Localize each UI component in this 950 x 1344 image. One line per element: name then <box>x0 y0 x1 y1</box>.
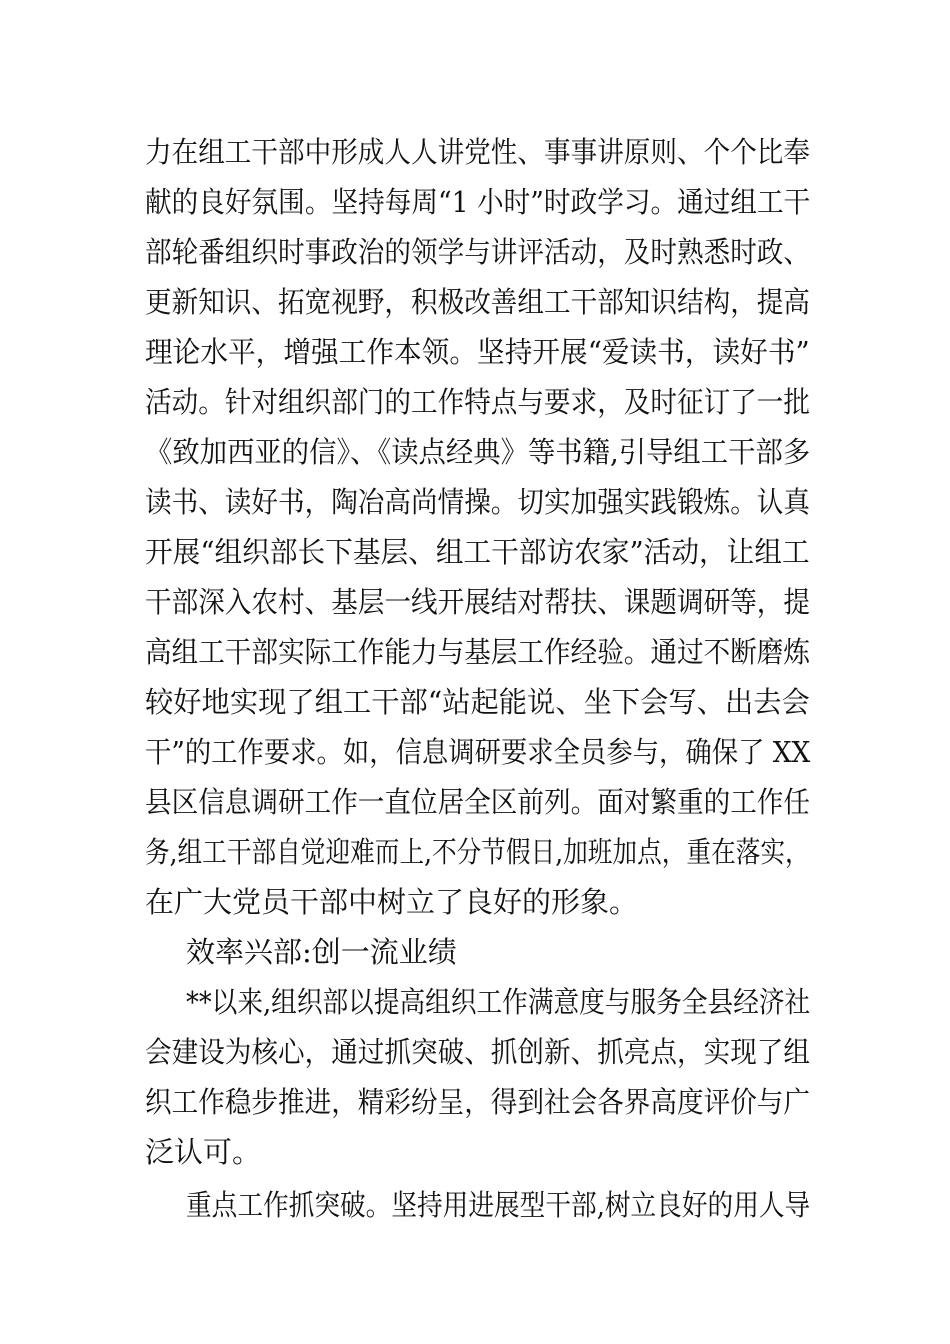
text-line: 开展“组织部长下基层、组工干部访农家”活动，让组工 <box>145 535 810 569</box>
text-line: 高组工干部实际工作能力与基层工作经验。通过不断磨炼 <box>145 635 811 669</box>
text-line: 务,组工干部自觉迎难而上,不分节假日,加班加点，重在落实， <box>145 835 810 869</box>
text-line: 力在组工干部中形成人人讲党性、事事讲原则、个个比奉 <box>145 135 811 169</box>
section-heading: 效率兴部:创一流业绩 <box>186 935 457 969</box>
text-line: **以来,组织部以提高组织工作满意度与服务全县经济社 <box>186 985 811 1019</box>
text-line: 理论水平，增强工作本领。坚持开展“爱读书，读好书” <box>145 335 810 369</box>
text-line: 读书、读好书，陶冶高尚情操。切实加强实践锻炼。认真 <box>145 485 811 519</box>
text-line: 干”的工作要求。如，信息调研要求全员参与，确保了 XX <box>145 735 811 769</box>
text-line: 重点工作抓突破。坚持用进展型干部,树立良好的用人导 <box>186 1188 811 1222</box>
text-line: 部轮番组织时事政治的领学与讲评活动，及时熟悉时政、 <box>145 235 811 269</box>
text-line: 活动。针对组织部门的工作特点与要求，及时征订了一批 <box>145 385 811 419</box>
text-line: 较好地实现了组工干部“站起能说、坐下会写、出去会 <box>145 685 810 719</box>
text-line: 更新知识、拓宽视野，积极改善组工干部知识结构，提高 <box>145 285 811 319</box>
text-line: 织工作稳步推进，精彩纷呈，得到社会各界高度评价与广 <box>145 1085 811 1119</box>
text-line: 在广大党员干部中树立了良好的形象。 <box>145 885 639 919</box>
text-line: 干部深入农村、基层一线开展结对帮扶、课题调研等，提 <box>145 585 811 619</box>
text-line: 会建设为核心，通过抓突破、抓创新、抓亮点，实现了组 <box>145 1035 811 1069</box>
text-line: 县区信息调研工作一直位居全区前列。面对繁重的工作任 <box>145 785 811 819</box>
text-line: 泛认可。 <box>145 1135 262 1169</box>
text-line: 《致加西亚的信》、《读点经典》等书籍,引导组工干部多 <box>145 435 811 469</box>
text-line: 献的良好氛围。坚持每周“1 小时”时政学习。通过组工干 <box>145 185 811 219</box>
